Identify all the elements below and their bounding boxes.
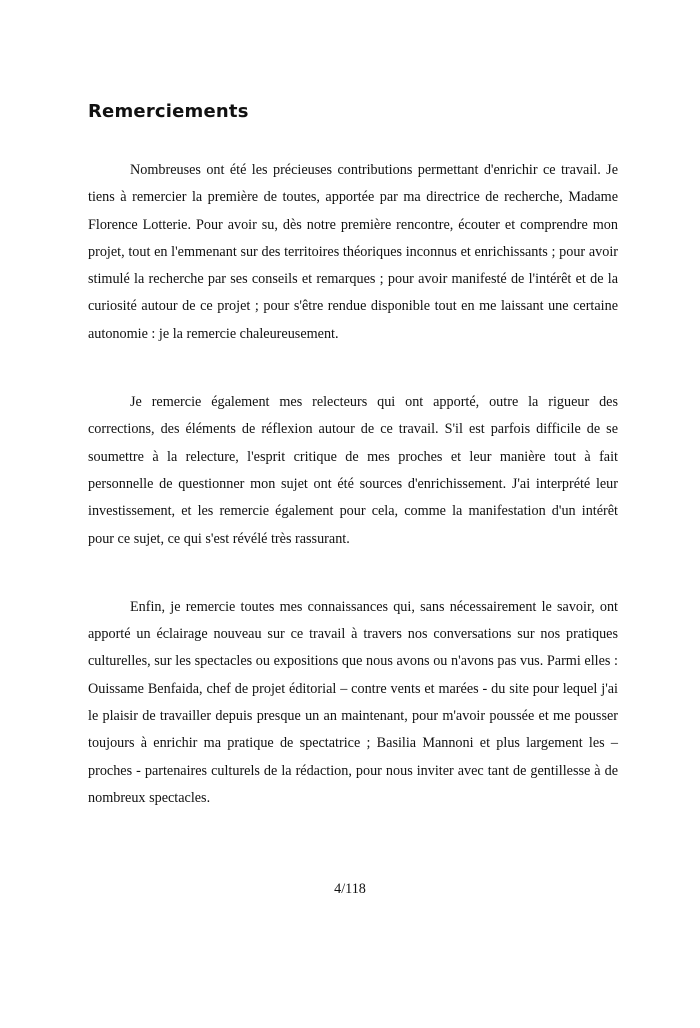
acknowledgements-body bbox=[88, 157, 618, 812]
page-title: Remerciements bbox=[88, 101, 249, 122]
paragraph-thesis-director: Nombreuses ont été les précieuses contributions permettant d'enrichir ce travail. Je tiens à remercier la première de toutes, apportée par ma directrice de recherche, Madame Florence Lotterie. Pour avoir su, dès notre première rencontre, écouter et comprendre mon projet, tout en l'emmenant sur des territoires théoriques inconnus et enrichissants ; pour avoir stimulé la recherche par ses conseils et remarques ; pour avoir manifesté de l'intérêt et de la curiosité autour de ce projet ; pour s'être rendue disponible tout en me laissant une certaine autonomie : je la remercie chaleureusement. bbox=[88, 162, 618, 342]
paragraph-acquaintances: Enfin, je remercie toutes mes connaissances qui, sans nécessairement le savoir, ont apporté un éclairage nouveau sur ce travail à travers nos conversations sur nos pratiques culturelles, sur les spectacles ou expositions que nous avons ou n'avons pas vus. Parmi elles : Ouissame Benfaida, chef de projet éditorial – contre vents et marées - du site pour lequel j'ai le plaisir de travailler depuis presque un an maintenant, pour m'avoir poussée et me pousser toujours à enrichir ma pratique de spectatrice ; Basilia Mannoni et plus largement les – proches - partenaires culturels de la rédaction, pour nous inviter avec tant de gentillesse à de nombreux spectacles. bbox=[88, 598, 618, 806]
page-number: 4/118 bbox=[334, 881, 366, 897]
paragraph-proofreaders: Je remercie également mes relecteurs qui ont apporté, outre la rigueur des corrections, des éléments de réflexion autour de ce travail. S'il est parfois difficile de se soumettre à la relecture, l'esprit critique de mes proches et leur manière tout à fait personnelle de questionner mon sujet ont été sources d'enrichissement. J'ai interprété leur investissement, et les remercie également pour cela, comme la manifestation d'un intérêt pour ce sujet, ce qui s'est révélé très rassurant. bbox=[88, 394, 618, 547]
